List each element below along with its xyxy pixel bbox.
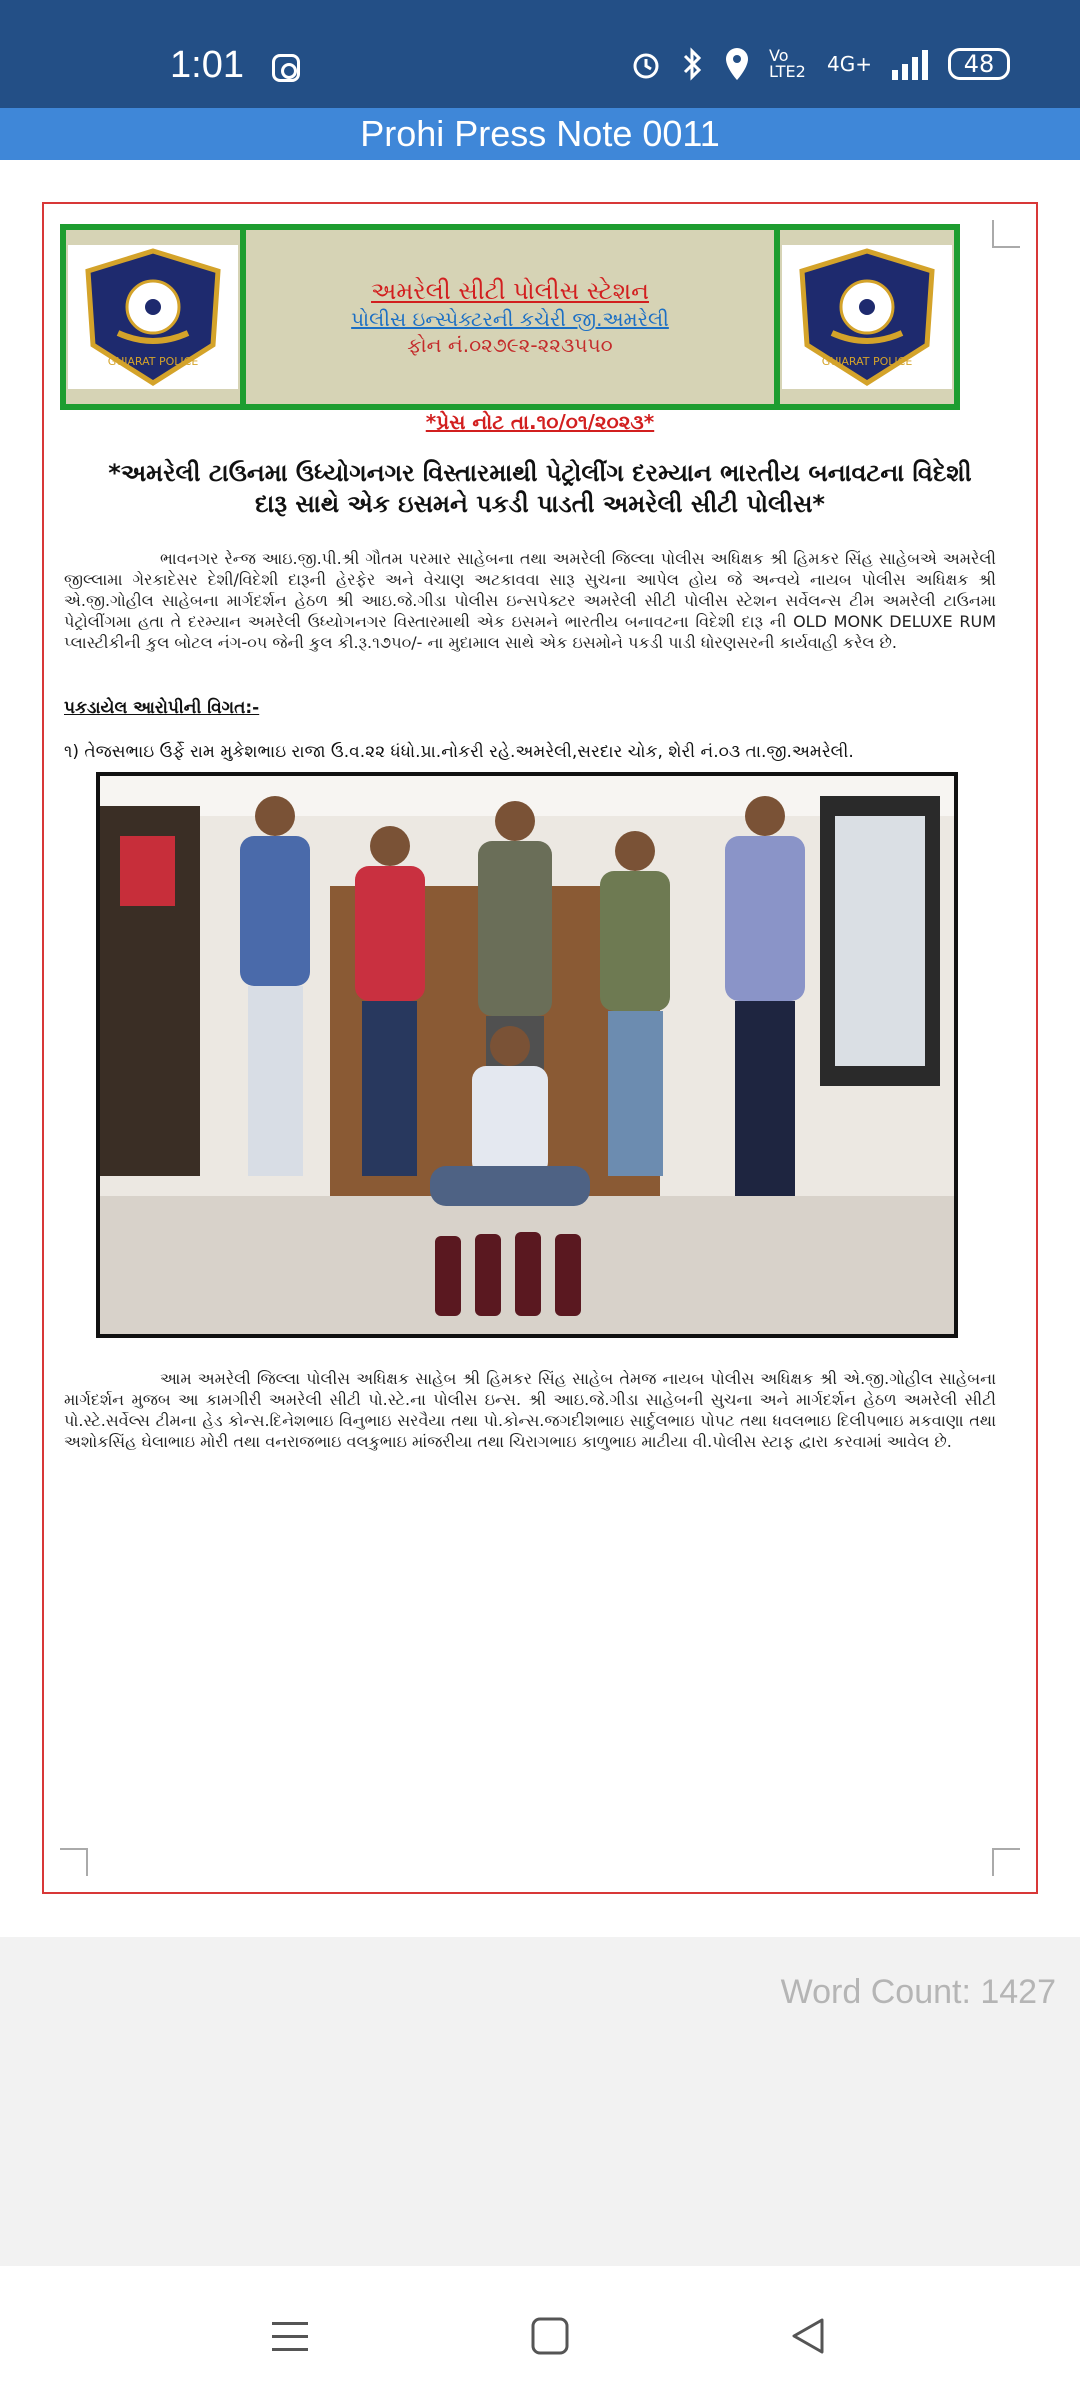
battery-icon: 48 <box>948 48 1010 80</box>
instagram-icon <box>272 54 300 82</box>
standing-person <box>355 826 425 1176</box>
status-bar <box>0 0 1080 108</box>
home-icon <box>530 2316 570 2356</box>
bluetooth-icon <box>681 46 705 82</box>
press-header <box>60 224 960 410</box>
office-line: પોલીસ ઇન્સ્પેક્ટરની કચેરી જી.અમરેલી <box>351 307 669 331</box>
back-button[interactable] <box>780 2308 836 2364</box>
gujarat-police-logo <box>68 245 238 389</box>
standing-person <box>600 831 670 1176</box>
standing-person <box>240 796 310 1176</box>
page-corner-mark <box>992 220 1020 248</box>
menu-icon <box>270 2318 310 2354</box>
press-photo-image <box>100 776 954 1334</box>
station-name: અમરેલી સીટી પોલીસ સ્ટેશન <box>371 277 649 305</box>
phone-line: ફોન નં.૦૨૭૯૨-૨૨૩૫૫૦ <box>407 333 613 357</box>
volte-label: Vo LTE2 <box>769 46 806 81</box>
gujarat-police-logo <box>782 245 952 389</box>
press-photo <box>96 772 958 1338</box>
accused-detail: ૧) તેજસભાઇ ઉર્ફે રામ મુકેશભાઇ રાજા ઉ.વ.૨૨ ધંધો.પ્રા.નોકરી રહે.અમરેલી,સરદાર ચોક, શેરી નં.૦૩ તા.જી.અમરેલી. <box>64 742 854 762</box>
location-icon <box>723 46 751 82</box>
page-corner-mark <box>992 1848 1020 1876</box>
menu-button[interactable] <box>262 2308 318 2364</box>
network-type-label: 4G+ <box>827 52 872 76</box>
accused-heading: પકડાયેલ આરોપીની વિગત:- <box>64 698 260 718</box>
status-time: 1:01 <box>170 44 244 86</box>
standing-person <box>725 796 805 1196</box>
back-icon <box>788 2316 828 2356</box>
logo-cell-right <box>774 230 954 404</box>
word-count: Word Count: 1427 <box>780 1973 1056 2011</box>
logo-text: GUJARAT POLICE <box>821 355 913 368</box>
app-title-bar <box>0 108 1080 160</box>
signal-icon <box>890 48 930 80</box>
closing-paragraph: આમ અમરેલી જિલ્લા પોલીસ અધિક્ષક સાહેબ શ્રી હિમકર સિંહ સાહેબ તેમજ નાયબ પોલીસ અધિક્ષક શ્રી એ.જી.ગોહીલ સાહેબના માર્ગદર્શન મુજબ આ કામગીરી અમરેલી સીટી પો.સ્ટે.ના પોલીસ ઇન્સ. શ્રી આઇ.જે.ગીડા સાહેબની સુચના અને માર્ગદર્શન હેઠળ અમરેલી સીટી પો.સ્ટે.સર્વેલ્સ ટીમના હેડ કોન્સ.દિનેશભાઇ વિનુભાઇ સરવૈયા તથા પો.કોન્સ.જગદીશભાઇ સાર્દુલભાઇ પોપટ તથા ધવલભાઇ દિલીપભાઇ મકવાણા તથા અશોકસિંહ ઘેલાભાઇ મોરી તથા વનરાજભાઇ વલકુભાઇ માંજરીયા તથા ચિરાગભાઇ કાળુભાઇ માટીયા વી.પોલીસ સ્ટાફ દ્વારા કરવામાં આવેલ છે. <box>64 1369 996 1451</box>
press-note-date: *પ્રેસ નોટ તા.૧૦/૦૧/૨૦૨૩* <box>425 410 655 434</box>
alarm-icon <box>629 47 663 81</box>
body-paragraph: ભાવનગર રેન્જ આઇ.જી.પી.શ્રી ગૌતમ પરમાર સાહેબના તથા અમરેલી જિલ્લા પોલીસ અધિક્ષક શ્રી હિમકર સિંહ સાહેબએ અમરેલી જીલ્લામા ગેરકાદેસર દેશી/વિદેશી દારૂની હેરફેર અને વેચાણ અટકાવવા સારૂ સુચના આપેલ હોય જે અન્વયે નાયબ પોલીસ અધિક્ષક શ્રી એ.જી.ગોહીલ સાહેબના માર્ગદર્શન હેઠળ શ્રી આઇ.જે.ગીડા પોલીસ ઇન્સપેક્ટર અમરેલી સીટી પોલીસ સ્ટેશન સર્વેલન્સ ટીમ અમરેલી ટાઉનમા પેટ્રોલીંગમા હતા તે દરમ્યાન અમરેલી ઉધ્યોગનગર વિસ્તારમાથી એક ઇસમને ભારતીય બનાવટના વિદેશી દારૂ ની OLD MONK DELUXE RUM પ્લાસ્ટીકીની કુલ બોટલ નંગ-૦૫ જેની કુલ કી.રૂ.૧૭૫૦/- ના મુદામાલ સાથે એક ઇસમોને પકડી પાડી ધોરણસરની કાર્યવાહી કરેલ છે. <box>64 549 996 652</box>
press-headline: *અમરેલી ટાઉનમા ઉધ્યોગનગર વિસ્તારમાથી પેટ્રોલીંગ દરમ્યાન ભારતીય બનાવટના વિદેશી દારૂ સાથે એક ઇસમને પકડી પાડતી અમરેલી સીટી પોલીસ* <box>108 459 972 518</box>
station-details <box>246 230 774 404</box>
app-title: Prohi Press Note 0011 <box>360 113 720 154</box>
navigation-bar <box>0 2266 1080 2400</box>
page-corner-mark <box>60 1848 88 1876</box>
logo-text: GUJARAT POLICE <box>107 355 199 368</box>
home-button[interactable] <box>522 2308 578 2364</box>
logo-cell-left <box>66 230 246 404</box>
status-icons <box>629 46 1010 82</box>
